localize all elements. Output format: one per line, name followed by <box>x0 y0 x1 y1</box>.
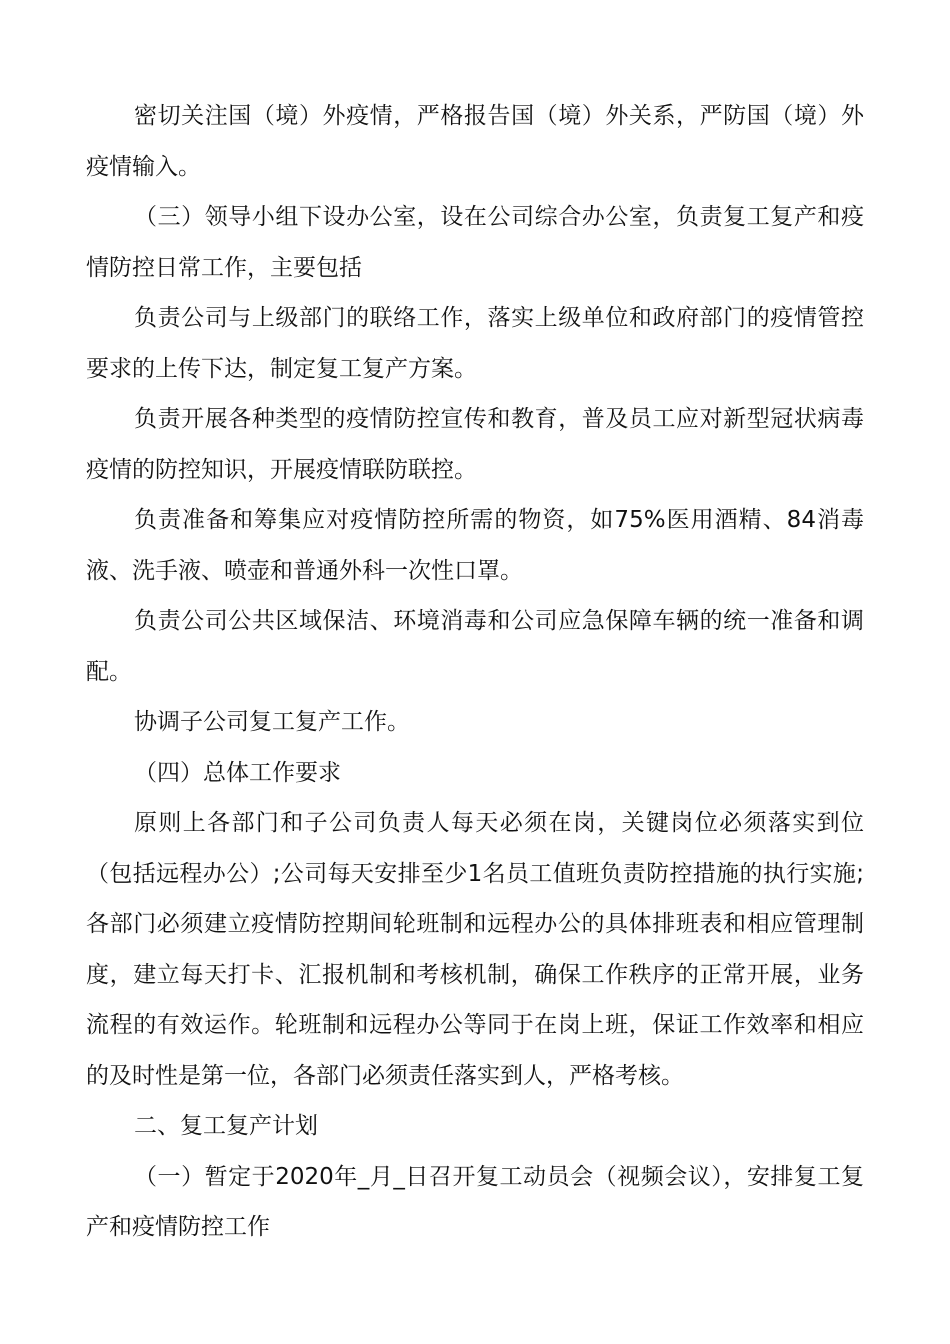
heading-overall-requirements: （四）总体工作要求 <box>134 759 341 786</box>
paragraph-requirements: 原则上各部门和子公司负责人每天必须在岗，关键岗位必须落实到位（包括远程办公）;公司每天安排至少1名员工值班负责防控措施的执行实施;各部门必须建立疫情防控期间轮班制和远程办公的具体排班表和相应管理制度，建立每天打卡、汇报机制和考核机制，确保工作秩序的正常开展，业务流程的有效运作。轮班制和远程办公等同于在岗上班，保证工作效率和相应的及时性是第一位，各部门必须责任落实到人，严格考核。 <box>86 810 864 1089</box>
document-body <box>86 91 864 1253</box>
paragraph-supplies: 负责准备和筹集应对疫情防控所需的物资，如75%医用酒精、84消毒液、洗手液、喷壶和普通外科一次性口罩。 <box>86 507 864 584</box>
paragraph-publicity: 负责开展各种类型的疫情防控宣传和教育，普及员工应对新型冠状病毒疫情的防控知识，开展疫情联防联控。 <box>86 406 864 483</box>
heading-resumption-plan: 二、复工复产计划 <box>134 1113 318 1139</box>
heading-office-setup: （三）领导小组下设办公室，设在公司综合办公室，负责复工复产和疫情防控日常工作，主要包括 <box>86 204 864 281</box>
paragraph-cleaning: 负责公司公共区域保洁、环境消毒和公司应急保障车辆的统一准备和调配。 <box>86 608 864 685</box>
paragraph-subsidiaries: 协调子公司复工复产工作。 <box>134 709 410 735</box>
paragraph-liaison: 负责公司与上级部门的联络工作，落实上级单位和政府部门的疫情管控要求的上传下达，制定复工复产方案。 <box>86 305 864 382</box>
paragraph-overseas-epidemic: 密切关注国（境）外疫情，严格报告国（境）外关系，严防国（境）外疫情输入。 <box>86 103 864 180</box>
paragraph-mobilization-meeting: （一）暂定于2020年_月_日召开复工动员会（视频会议），安排复工复产和疫情防控工作 <box>86 1163 864 1240</box>
